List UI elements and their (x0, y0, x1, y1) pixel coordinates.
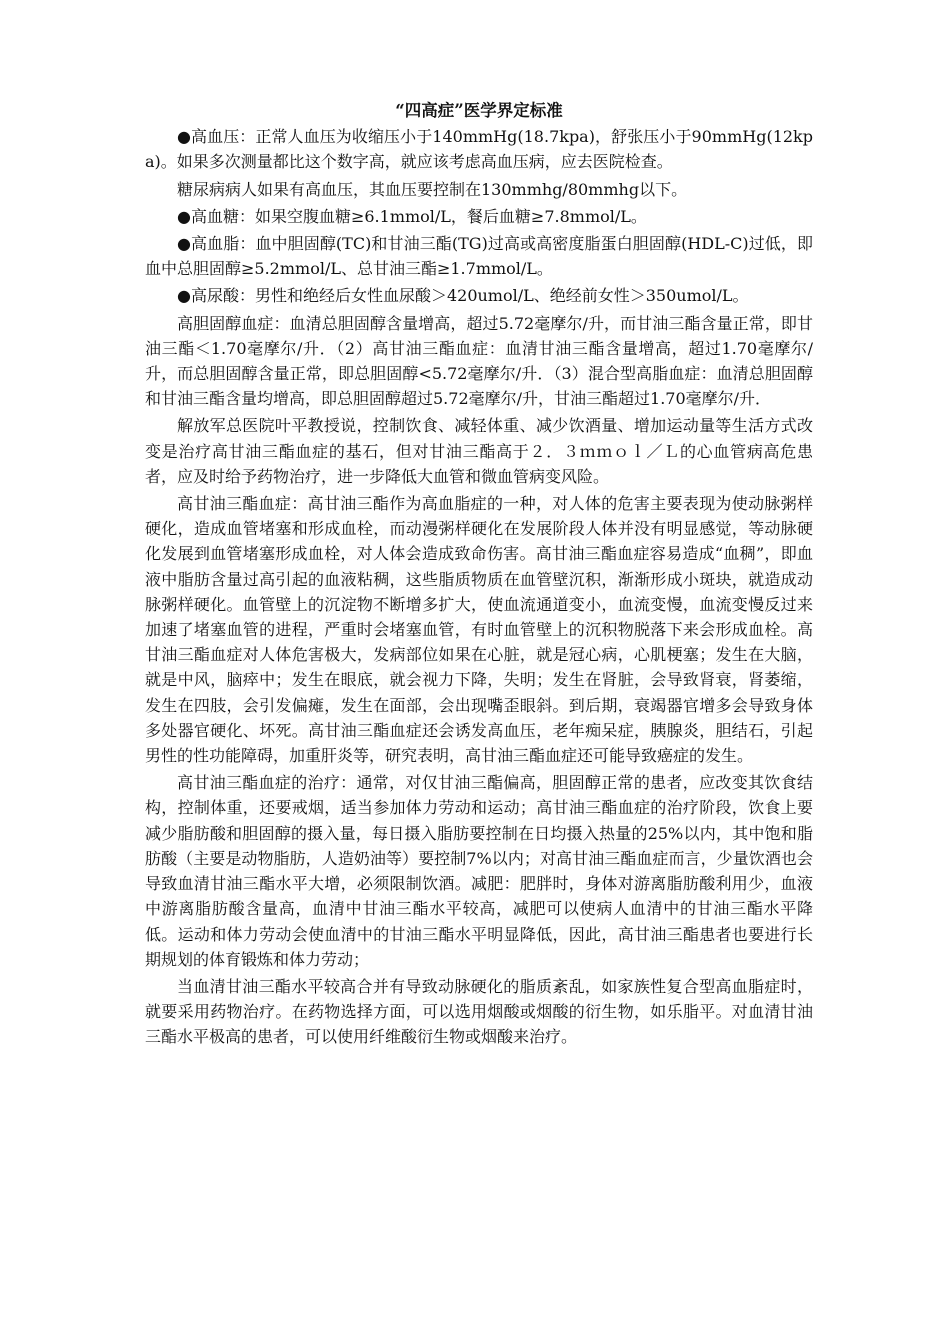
paragraph-triglyceride-harm: 高甘油三酯血症：高甘油三酯作为高血脂症的一种，对人体的危害主要表现为使动脉粥样硬化，造成血管堵塞和形成血栓，而动漫粥样硬化在发展阶段人体并没有明显感觉，等动脉硬化发展到血管堵塞形成血栓，对人体会造成致命伤害。高甘油三酯血症容易造成“血稠”，即血液中脂肪含量过高引起的血液粘稠，这些脂质物质在血管壁沉积，渐渐形成小斑块，就造成动脉粥样硬化。血管壁上的沉淀物不断增多扩大，使血流通道变小，血流变慢，血流变慢反过来加速了堵塞血管的进程，严重时会堵塞血管，有时血管壁上的沉积物脱落下来会形成血栓。高甘油三酯血症对人体危害极大，发病部位如果在心脏，就是冠心病，心肌梗塞；发生在大脑，就是中风，脑瘁中；发生在眼底，就会视力下降，失明；发生在肾脏，会导致肾衰，肾萎缩，发生在四肢，会引发偏瘫，发生在面部，会出现嘴歪眼斜。到后期，衰竭器官增多会导致身体多处器官硬化、坏死。高甘油三酯血症还会诱发高血压，老年痴呆症，胰腺炎，胆结石，引起男性的性功能障碍，加重肝炎等，研究表明，高甘油三酯血症还可能导致癌症的发生。 (145, 494, 813, 766)
paragraph-hyperuricemia: ●高尿酸：男性和绝经后女性血尿酸＞420umol/L、绝经前女性＞350umol/L。 (177, 286, 749, 306)
paragraph-hyperlipidemia: ●高血脂：血中胆固醇(TC)和甘油三酯(TG)过高或高密度脂蛋白胆固醇(HDL-C)过低，即血中总胆固醇≥5.2mmol/L、总甘油三酯≥1.7mmol/L。 (145, 234, 813, 279)
paragraph-expert-advice: 解放军总医院叶平教授说，控制饮食、减轻体重、减少饮酒量、增加运动量等生活方式改变是治疗高甘油三酯血症的基石，但对甘油三酯高于２．３ｍｍｏｌ／Ｌ的心血管病高危患者，应及时给予药物治疗，进一步降低大血管和微血管病变风险。 (145, 416, 813, 486)
paragraph-hyperglycemia: ●高血糖：如果空腹血糖≥6.1mmol/L，餐后血糖≥7.8mmol/L。 (177, 206, 647, 226)
paragraph-triglyceride-treatment: 高甘油三酯血症的治疗：通常，对仅甘油三酯偏高，胆固醇正常的患者，应改变其饮食结构，控制体重，还要戒烟，适当参加体力劳动和运动；高甘油三酯血症的治疗阶段，饮食上要减少脂肪酸和胆固醇的摄入量，每日摄入脂肪要控制在日均摄入热量的25%以内，其中饱和脂肪酸（主要是动物脂肪，人造奶油等）要控制7%以内；对高甘油三酯血症而言，少量饮酒也会导致血清甘油三酯水平大增，必须限制饮酒。减肥：肥胖时，身体对游离脂肪酸利用少，血液中游离脂肪酸含量高，血清中甘油三酯水平较高，减肥可以使病人血清中的甘油三酯水平降低。运动和体力劳动会使血清中的甘油三酯水平明显降低，因此，高甘油三酯患者也要进行长期规划的体育锻炼和体力劳动； (145, 773, 813, 969)
paragraph-hypertension: ●高血压：正常人血压为收缩压小于140mmHg(18.7kpa)，舒张压小于90mmHg(12kpa)。如果多次测量都比这个数字高，就应该考虑高血压病，应去医院检查。 (145, 127, 813, 172)
paragraph-diabetic-blood-pressure: 糖尿病病人如果有高血压，其血压要控制在130mmhg/80mmhg以下。 (177, 179, 688, 199)
paragraph-lipid-types: 高胆固醇血症：血清总胆固醇含量增高，超过5.72毫摩尔/升，而甘油三酯含量正常，即甘油三酯＜1.70毫摩尔/升．（2）高甘油三酯血症：血清甘油三酯含量增高，超过1.70毫摩尔/升，而总胆固醇含量正常，即总胆固醇<5.72毫摩尔/升．（3）混合型高脂血症：血清总胆固醇和甘油三酯含量均增高，即总胆固醇超过5.72毫摩尔/升，甘油三酯超过1.70毫摩尔/升． (145, 313, 813, 409)
document-page (145, 98, 813, 1050)
paragraph-drug-therapy: 当血清甘油三酯水平较高合并有导致动脉硬化的脂质紊乱，如家族性复合型高血脂症时，就要采用药物治疗。在药物选择方面，可以选用烟酸或烟酸的衍生物，如乐脂平。对血清甘油三酯水平极高的患者，可以使用纤维酸衍生物或烟酸来治疗。 (145, 976, 813, 1047)
document-title: “四高症”医学界定标准 (395, 101, 563, 120)
